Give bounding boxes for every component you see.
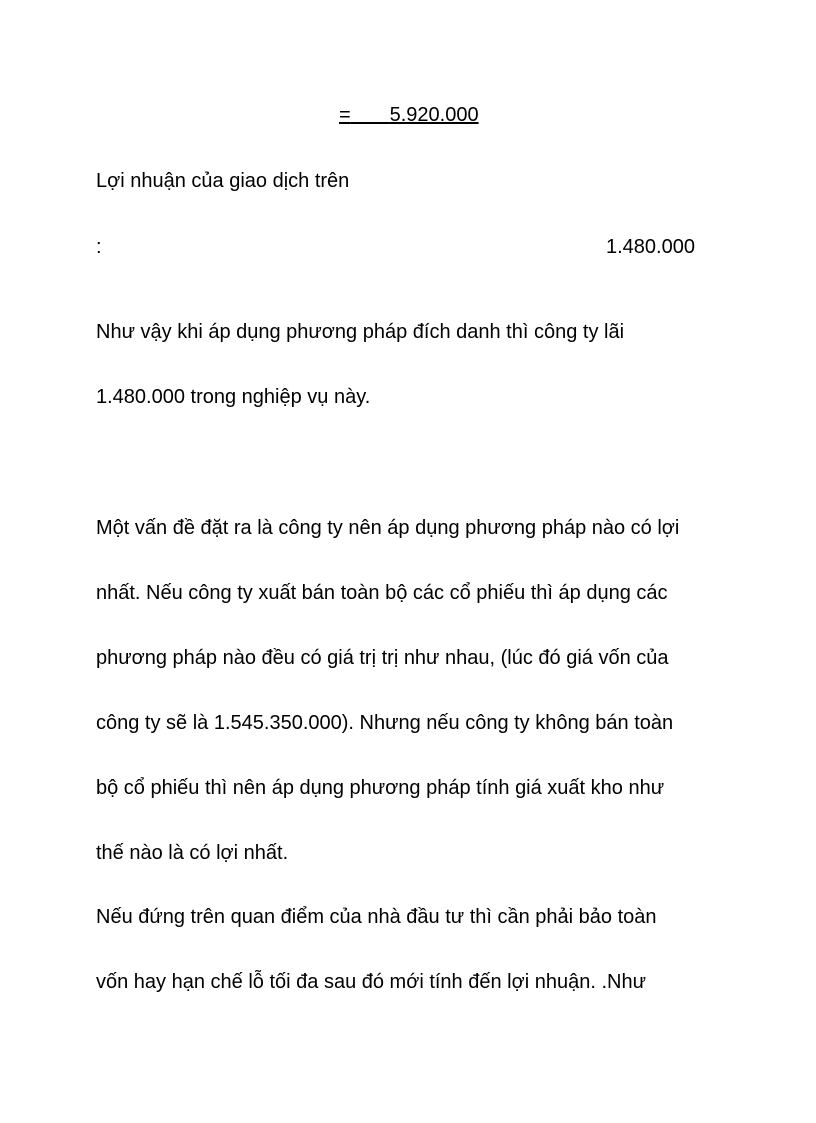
paragraph-2-line-5: bộ cổ phiếu thì nên áp dụng phương pháp tính giá xuất kho như: [96, 777, 665, 799]
paragraph-2-line-3: phương pháp nào đều có giá trị trị như nhau, (lúc đó giá vốn của: [96, 647, 669, 669]
paragraph-2-line-1: Một vấn đề đặt ra là công ty nên áp dụng phương pháp nào có lợi: [96, 517, 680, 539]
paragraph-2-line-4: công ty sẽ là 1.545.350.000). Nhưng nếu công ty không bán toàn: [96, 712, 674, 734]
profit-amount: 1.480.000: [606, 236, 695, 258]
equation-result: [339, 103, 479, 127]
paragraph-3-line-1: Nếu đứng trên quan điểm của nhà đầu tư thì cần phải bảo toàn: [96, 906, 657, 928]
equals-sign: =: [339, 104, 351, 126]
paragraph-2-line-6: thế nào là có lợi nhất.: [96, 842, 289, 864]
paragraph-1-line-2: 1.480.000 trong nghiệp vụ này.: [96, 386, 371, 408]
paragraph-3-line-2: vốn hay hạn chế lỗ tối đa sau đó mới tính đến lợi nhuận. .Như: [96, 971, 646, 993]
profit-label: Lợi nhuận của giao dịch trên: [96, 170, 350, 192]
profit-colon: :: [96, 236, 102, 258]
paragraph-2-line-2: nhất. Nếu công ty xuất bán toàn bộ các cổ phiếu thì áp dụng các: [96, 582, 668, 604]
equation-value: 5.920.000: [389, 104, 479, 126]
paragraph-1-line-1: Như vậy khi áp dụng phương pháp đích danh thì công ty lãi: [96, 321, 625, 343]
